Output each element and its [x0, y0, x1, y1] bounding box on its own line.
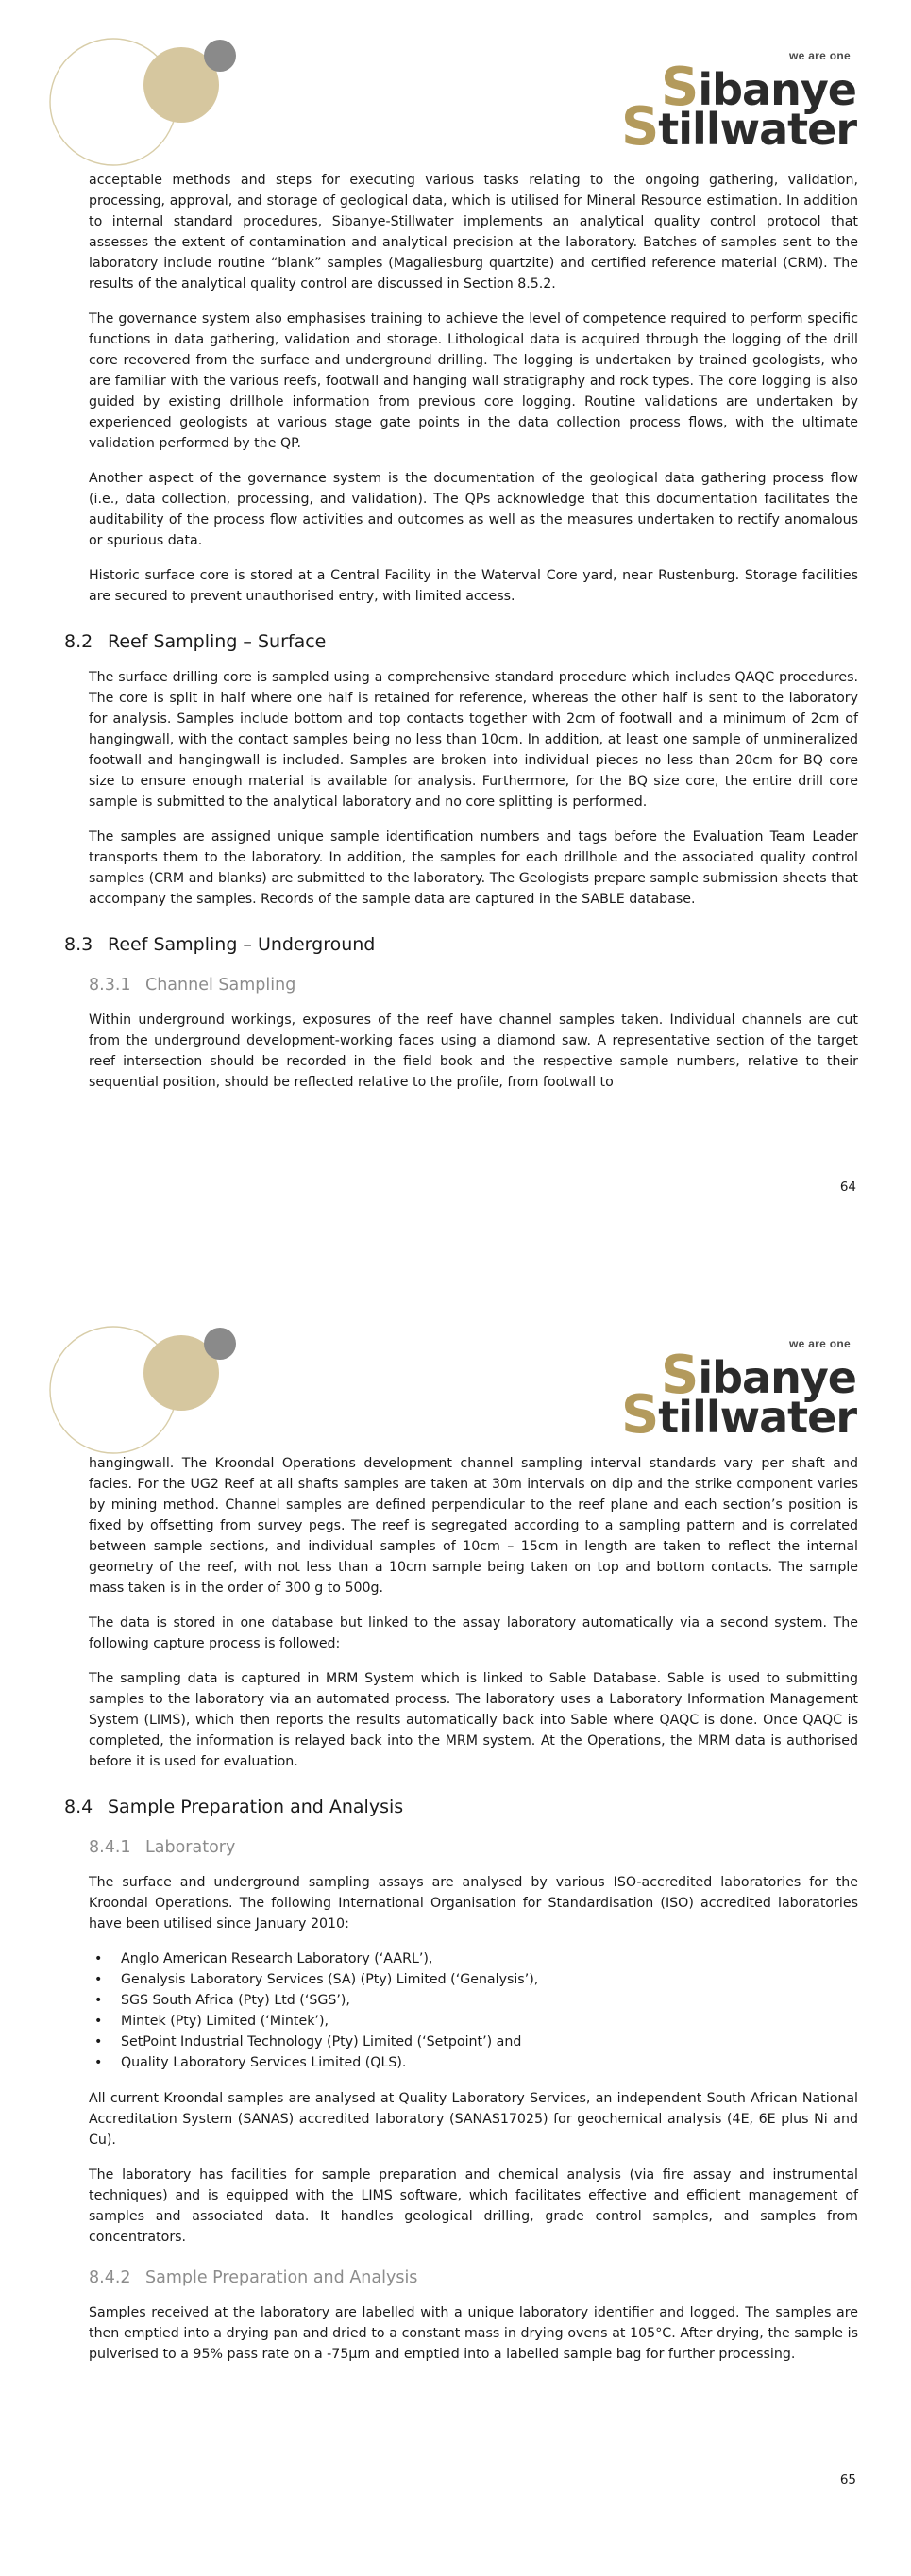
paragraph: acceptable methods and steps for executing various tasks relating to the ongoing gathering, validation, processing, approval, and storage of geological data, which is utilised for Mineral Resource estimation. In addition to internal standard procedures, Sibanye-Stillwater implements an analytical quality control protocol that assesses the extent of contamination and analytical precision at the laboratory. Batches of samples sent to the laboratory include routine “blank” samples (Magaliesburg quartzite) and certified reference material (CRM). The results of the analytical quality control are discussed in Section 8.5.2. — [89, 173, 858, 292]
section-heading-8-2: 8.2 Reef Sampling – Surface — [64, 631, 327, 652]
page-65-content — [64, 1453, 858, 2379]
paragraph: The surface and underground sampling assays are analysed by various ISO-accredited laboratories for the Kroondal Operations. The following International Organisation for Standardisation (ISO) accredited laboratories have been utilised since January 2010: — [89, 1875, 858, 1932]
paragraph: The governance system also emphasises training to achieve the level of competence required to perform specific functions in data gathering, validation and storage. Lithological data is acquired through the logging of the drill core recovered from the surface and underground drilling. The logging is undertaken by trained geologists, who are familiar with the various reefs, footwall and hanging wall stratigraphy and rock types. The core logging is also guided by existing drillhole information from previous core logging. Routine validations are undertaken by experienced geologists at various stage gate points in the data collection process flows, with the ultimate validation performed by the QP. — [89, 311, 858, 451]
paragraph: All current Kroondal samples are analysed at Quality Laboratory Services, an independent South African National Accreditation System (SANAS) accredited laboratory (SANAS17025) for geochemical analysis (4E, 6E plus Ni and Cu). — [89, 2091, 858, 2148]
sibanye-stillwater-logo — [620, 1326, 856, 1446]
paragraph: Within underground workings, exposures of the reef have channel samples taken. Individual channels are cut from the underground development-working faces using a diamond saw. A representative section of the target reef intersection should be recorded in the field book and the respective sample numbers, relative to their sequential position, should be reflected relative to the profile, from footwall to — [89, 1012, 858, 1090]
paragraph: The samples are assigned unique sample identification numbers and tags before the Evaluation Team Leader transports them to the laboratory. In addition, the samples for each drillhole and the associated quality control samples (CRM and blanks) are submitted to the laboratory. The Geologists prepare sample submission sheets that accompany the samples. Records of the sample data are captured in the SABLE database. — [89, 829, 858, 907]
list-item: • Mintek (Pty) Limited (‘Mintek’), — [89, 2011, 858, 2032]
list-item: • SetPoint Industrial Technology (Pty) Limited (‘Setpoint’) and — [89, 2032, 858, 2052]
paragraph: Another aspect of the governance system is the documentation of the geological data gathering process flow (i.e., data collection, processing, and validation). The QPs acknowledge that this documentation facilitates the auditability of the process flow activities and outcomes as well as the measures undertaken to rectify anomalous or spurious data. — [89, 471, 858, 548]
paragraph: The data is stored in one database but linked to the assay laboratory automatically via a second system. The following capture process is followed: — [89, 1615, 858, 1651]
logo-line-2: Stillwater — [620, 96, 856, 158]
section-heading-8-4: 8.4 Sample Preparation and Analysis — [64, 1797, 404, 1817]
paragraph: Historic surface core is stored at a Central Facility in the Waterval Core yard, near Rustenburg. Storage facilities are secured to prevent unauthorised entry, with limited access. — [89, 568, 858, 604]
decorative-circles-icon — [47, 1316, 264, 1467]
paragraph: Samples received at the laboratory are labelled with a unique laboratory identifier and logged. The samples are then emptied into a drying pan and dried to a constant mass in drying ovens at 105°C. After drying, the sample is pulverised to a 95% pass rate on a -75µm and emptied into a labelled sample bag for further processing. — [89, 2305, 858, 2362]
subsection-heading-8-4-2: 8.4.2 Sample Preparation and Analysis — [89, 2268, 418, 2287]
logo-tagline: we are one — [788, 49, 851, 62]
list-item: • Genalysis Laboratory Services (SA) (Pty) Limited (‘Genalysis’), — [89, 1969, 858, 1990]
list-item: • Quality Laboratory Services Limited (QLS). — [89, 2052, 858, 2073]
list-item: • Anglo American Research Laboratory (‘AARL’), — [89, 1949, 858, 1969]
paragraph: The laboratory has facilities for sample preparation and chemical analysis (via fire assay and instrumental techniques) and is equipped with the LIMS software, which facilitates effective and efficient management of samples and associated data. It handles geological drilling, grade control samples, and samples from concentrators. — [89, 2167, 858, 2245]
paragraph: hangingwall. The Kroondal Operations development channel sampling interval standards vary per shaft and facies. For the UG2 Reef at all shafts samples are taken at 30m intervals on dip and the strike component varies by mining method. Channel samples are defined perpendicular to the reef plane and each section’s position is fixed by offsetting from survey pegs. The reef is segregated according to a sampling pattern and is correlated between sample sections, and individual samples of 10cm – 15cm in length are taken to reflect the internal geometry of the reef, with not less than a 10cm sample being taken on top and bottom contacts. The sample mass taken is in the order of 300 g to 500g. — [89, 1456, 858, 1596]
page-64-content — [64, 170, 858, 1107]
laboratory-list — [89, 1949, 858, 2073]
decorative-circles-icon — [47, 28, 264, 179]
list-item: • SGS South Africa (Pty) Ltd (‘SGS’), — [89, 1990, 858, 2011]
subsection-heading-8-4-1: 8.4.1 Laboratory — [89, 1838, 236, 1857]
paragraph: The sampling data is captured in MRM System which is linked to Sable Database. Sable is used to submitting samples to the laboratory via an automated process. The laboratory uses a Laboratory Information Management System (LIMS), which then reports the results automatically back into Sable where QAQC is done. Once QAQC is completed, the information is relayed back into the MRM system. At the Operations, the MRM data is authorised before it is used for evaluation. — [89, 1671, 858, 1769]
page-65 — [0, 1288, 911, 2576]
sibanye-stillwater-logo — [620, 38, 856, 158]
subsection-heading-8-3-1: 8.3.1 Channel Sampling — [89, 976, 296, 995]
logo-line-2: Stillwater — [620, 1384, 856, 1446]
page-number: 64 — [839, 1179, 856, 1195]
paragraph: The surface drilling core is sampled using a comprehensive standard procedure which includes QAQC procedures. The core is split in half where one half is retained for reference, whereas the other half is sent to the laboratory for analysis. Samples include bottom and top contacts together with 2cm of footwall and a minimum of 2cm of hangingwall, with the contact samples being no less than 10cm. In addition, at least one sample of unmineralized footwall and hangingwall is included. Samples are broken into individual pieces no less than 20cm for BQ core size to ensure enough material is available for analysis. Furthermore, for the BQ size core, the entire drill core sample is submitted to the analytical laboratory and no core splitting is performed. — [89, 670, 858, 810]
logo-tagline: we are one — [788, 1337, 851, 1350]
logo-line-1: Sibanye — [660, 1345, 856, 1406]
section-heading-8-3: 8.3 Reef Sampling – Underground — [64, 934, 376, 955]
page-number: 65 — [839, 2472, 856, 2487]
logo-line-1: Sibanye — [660, 57, 856, 118]
